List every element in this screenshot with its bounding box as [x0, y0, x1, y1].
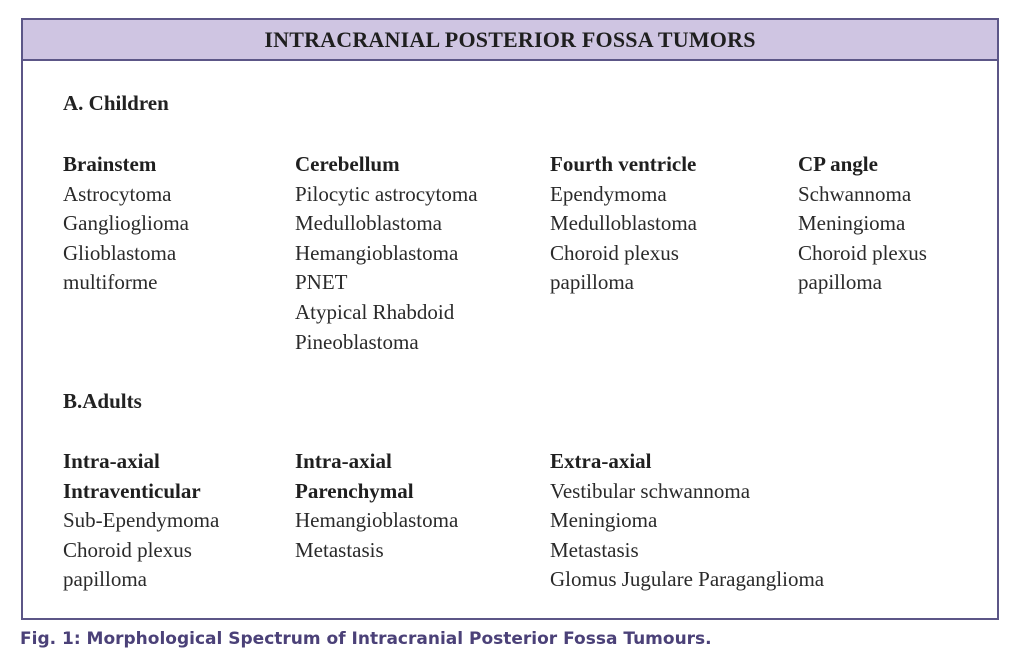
- table-title: INTRACRANIAL POSTERIOR FOSSA TUMORS: [23, 20, 997, 61]
- column-cp-angle: [798, 150, 927, 298]
- list-item: Ependymoma: [550, 181, 667, 206]
- list-item: multiforme: [63, 270, 158, 295]
- list-item: Metastasis: [550, 537, 639, 562]
- section-heading-children: A. Children: [63, 91, 169, 115]
- list-item: Glomus Jugulare Paraganglioma: [550, 567, 825, 592]
- list-item: Medulloblastoma: [550, 211, 697, 236]
- list-item: Pineoblastoma: [295, 329, 419, 354]
- list-item: Vestibular schwannoma: [550, 478, 751, 503]
- list-item: Medulloblastoma: [295, 211, 442, 236]
- column-header: CP angle: [798, 152, 878, 176]
- list-item: papilloma: [550, 270, 634, 295]
- column-header: Intra-axial: [295, 449, 392, 473]
- column-fourth-ventricle: [550, 150, 697, 298]
- list-item: Metastasis: [295, 537, 384, 562]
- list-item: Atypical Rhabdoid: [295, 299, 455, 324]
- column-brainstem: [63, 150, 189, 298]
- table-frame: [21, 18, 999, 620]
- list-item: Choroid plexus: [798, 240, 927, 265]
- column-header: Brainstem: [63, 152, 157, 176]
- column-intra-axial-parenchymal: [295, 447, 458, 565]
- list-item: Astrocytoma: [63, 181, 172, 206]
- list-item: PNET: [295, 270, 348, 295]
- column-header: Fourth ventricle: [550, 152, 697, 176]
- list-item: Choroid plexus: [550, 240, 679, 265]
- list-item: papilloma: [63, 567, 147, 592]
- column-header: Cerebellum: [295, 152, 400, 176]
- list-item: Schwannoma: [798, 181, 912, 206]
- column-cerebellum: [295, 150, 478, 357]
- column-extra-axial: [550, 447, 824, 595]
- figure-caption: Fig. 1: Morphological Spectrum of Intracranial Posterior Fossa Tumours.: [20, 629, 712, 649]
- list-item: Sub-Ependymoma: [63, 508, 220, 533]
- column-intra-axial-intraventricular: [63, 447, 219, 595]
- list-item: Ganglioglioma: [63, 211, 189, 236]
- list-item: Meningioma: [798, 211, 906, 236]
- list-item: Pilocytic astrocytoma: [295, 181, 478, 206]
- list-item: Hemangioblastoma: [295, 508, 459, 533]
- list-item: Choroid plexus: [63, 537, 192, 562]
- column-header: Parenchymal: [295, 478, 414, 503]
- list-item: Meningioma: [550, 508, 658, 533]
- list-item: Hemangioblastoma: [295, 240, 459, 265]
- column-header: Intraventicular: [63, 478, 201, 503]
- column-header: Intra-axial: [63, 449, 160, 473]
- list-item: papilloma: [798, 270, 882, 295]
- list-item: Glioblastoma: [63, 240, 177, 265]
- section-heading-adults: B.Adults: [63, 389, 142, 413]
- column-header: Extra-axial: [550, 449, 652, 473]
